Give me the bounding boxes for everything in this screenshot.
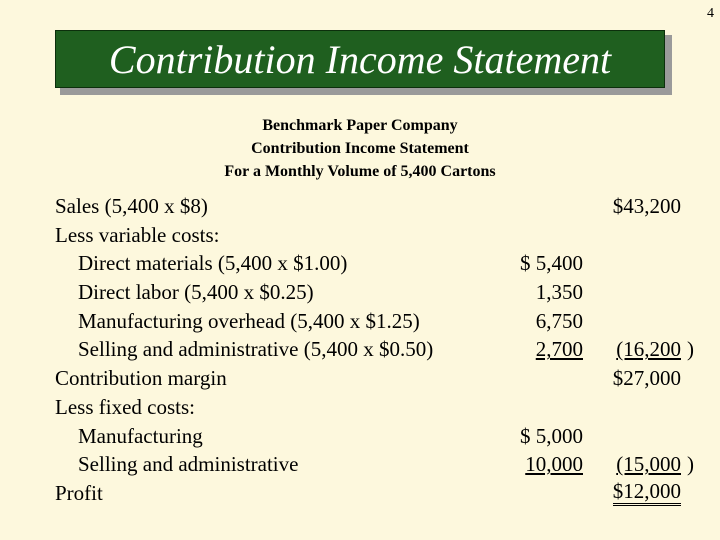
statement-name: Contribution Income Statement	[251, 140, 469, 157]
closing-paren: )	[687, 337, 694, 362]
row-label: Direct materials (5,400 x $1.00)	[78, 251, 348, 276]
detail-value: $ 5,400	[520, 251, 583, 276]
row-manufacturing-fixed	[55, 422, 715, 451]
row-label: Manufacturing	[78, 423, 203, 448]
row-label: Sales (5,400 x $8)	[55, 194, 208, 218]
row-sell-admin-fixed	[55, 450, 715, 479]
row-contribution-margin	[55, 364, 715, 393]
income-statement	[55, 192, 715, 508]
row-direct-materials	[55, 249, 715, 278]
row-sell-admin-variable	[55, 335, 715, 364]
total-value: (15,000	[616, 452, 681, 477]
row-less-fixed	[55, 393, 715, 422]
row-label: Profit	[55, 480, 103, 505]
row-direct-labor	[55, 278, 715, 307]
statement-period: For a Monthly Volume of 5,400 Cartons	[224, 163, 496, 180]
row-label: Less variable costs:	[55, 222, 220, 247]
total-value: $12,000	[613, 479, 681, 506]
detail-value: 1,350	[535, 280, 583, 305]
detail-value: 6,750	[535, 308, 583, 333]
detail-value: $ 5,000	[520, 423, 583, 448]
closing-paren: )	[687, 452, 694, 477]
detail-value: 10,000	[525, 452, 583, 477]
row-label: Less fixed costs:	[55, 394, 195, 419]
row-profit	[55, 479, 715, 508]
row-label: Direct labor (5,400 x $0.25)	[78, 280, 314, 305]
page-number: 4	[707, 6, 714, 21]
row-less-variable	[55, 221, 715, 250]
row-label: Selling and administrative (5,400 x $0.50)	[78, 337, 434, 362]
statement-header	[0, 114, 720, 183]
total-value: $43,200	[612, 194, 681, 218]
row-sales	[55, 192, 715, 221]
row-mfg-overhead	[55, 307, 715, 336]
company-name: Benchmark Paper Company	[262, 117, 458, 134]
total-value: $27,000	[612, 366, 681, 391]
row-label: Manufacturing overhead (5,400 x $1.25)	[78, 308, 420, 333]
row-label: Selling and administrative	[78, 452, 299, 477]
slide-title: Contribution Income Statement	[55, 30, 665, 88]
row-label: Contribution margin	[55, 366, 227, 391]
total-value: (16,200	[616, 337, 681, 362]
detail-value: 2,700	[535, 337, 583, 362]
